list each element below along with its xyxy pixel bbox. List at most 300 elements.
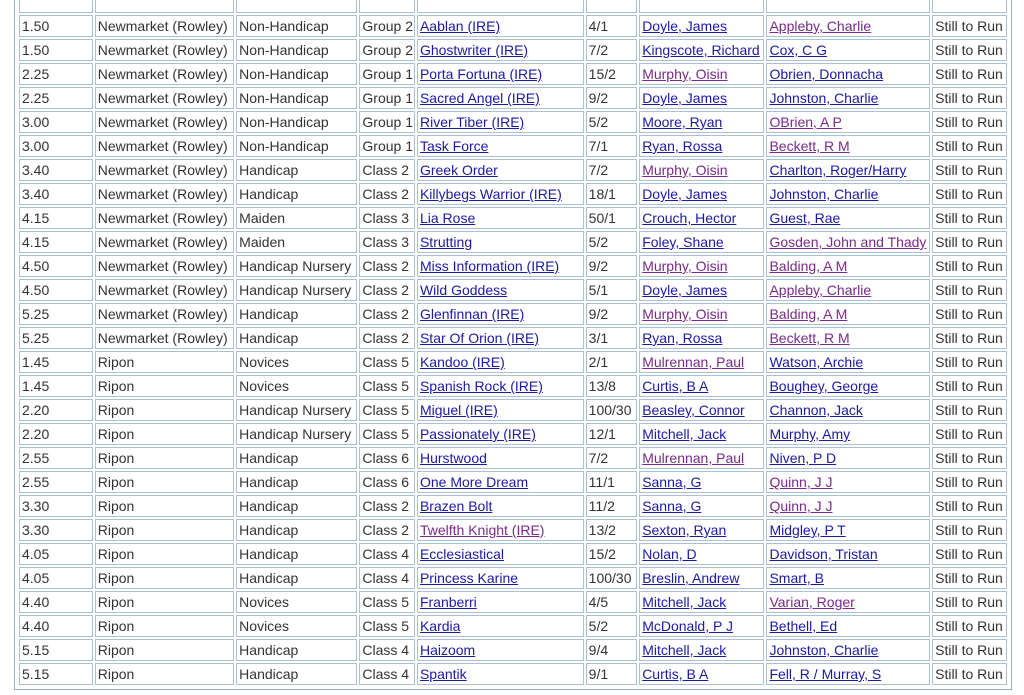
horse-cell	[417, 663, 584, 685]
course-cell: Ripon	[95, 423, 234, 445]
status-cell: Still to Run	[932, 303, 1007, 325]
race-time-cell: 1.45	[19, 375, 93, 397]
odds-cell: 7/2	[586, 159, 638, 181]
jockey-link[interactable]: Doyle, James	[642, 186, 727, 202]
odds-cell: 4/5	[586, 591, 638, 613]
jockey-cell	[639, 39, 764, 61]
table-row	[19, 615, 1007, 637]
horse-cell	[417, 615, 584, 637]
race-type-cell: Handicap	[236, 519, 357, 541]
status-cell: Still to Run	[932, 159, 1007, 181]
table-row	[19, 543, 1007, 565]
odds-cell: 15/2	[586, 63, 638, 85]
table-row	[19, 447, 1007, 469]
horse-cell	[417, 39, 584, 61]
jockey-cell	[639, 255, 764, 277]
horse-link[interactable]: Spantik	[419, 666, 467, 682]
race-time-cell: 5.15	[19, 639, 93, 661]
odds-cell: 5/2	[586, 111, 638, 133]
horse-link[interactable]: Star Of Orion (IRE)	[419, 330, 539, 346]
trainer-link[interactable]: Quinn, J J	[769, 498, 833, 514]
status-cell	[932, 0, 1007, 13]
course-cell: Ripon	[95, 351, 234, 373]
race-time-cell: 4.15	[19, 231, 93, 253]
race-results-body	[19, 0, 1007, 685]
status-cell: Still to Run	[932, 663, 1007, 685]
race-results-table	[17, 0, 1009, 687]
odds-cell: 7/2	[586, 447, 638, 469]
jockey-cell	[639, 495, 764, 517]
trainer-link[interactable]: Cox, C G	[769, 42, 828, 58]
jockey-cell	[639, 159, 764, 181]
trainer-cell	[766, 111, 930, 133]
horse-link[interactable]: Wild Goddess	[419, 282, 508, 298]
jockey-link[interactable]: Nolan, D	[642, 546, 697, 562]
trainer-cell	[766, 543, 930, 565]
trainer-cell	[766, 351, 930, 373]
trainer-cell	[766, 399, 930, 421]
status-cell: Still to Run	[932, 327, 1007, 349]
race-time-cell: 1.45	[19, 351, 93, 373]
status-cell: Still to Run	[932, 39, 1007, 61]
horse-link[interactable]: One More Dream	[419, 474, 529, 490]
odds-cell: 9/2	[586, 87, 638, 109]
odds-cell: 13/2	[586, 519, 638, 541]
race-type-cell: Handicap	[236, 471, 357, 493]
status-cell: Still to Run	[932, 63, 1007, 85]
race-class-cell	[359, 0, 415, 13]
odds-cell: 18/1	[586, 183, 638, 205]
race-class-cell: Class 6	[359, 471, 415, 493]
race-type-cell: Non-Handicap	[236, 87, 357, 109]
course-cell: Newmarket (Rowley)	[95, 255, 234, 277]
race-time-cell: 1.50	[19, 39, 93, 61]
odds-cell: 7/2	[586, 39, 638, 61]
horse-link[interactable]: Twelfth Knight (IRE)	[419, 522, 545, 538]
race-time-cell: 4.05	[19, 543, 93, 565]
horse-cell	[417, 471, 584, 493]
odds-cell: 12/1	[586, 423, 638, 445]
jockey-link[interactable]: Mitchell, Jack	[642, 426, 727, 442]
odds-cell: 7/1	[586, 135, 638, 157]
jockey-cell	[639, 423, 764, 445]
race-time-cell: 2.25	[19, 63, 93, 85]
race-class-cell: Group 1	[359, 135, 415, 157]
jockey-link[interactable]: Sanna, G	[642, 498, 702, 514]
horse-cell	[417, 255, 584, 277]
trainer-cell	[766, 519, 930, 541]
table-row	[19, 303, 1007, 325]
jockey-link[interactable]: McDonald, P J	[642, 618, 733, 634]
odds-cell: 9/2	[586, 303, 638, 325]
trainer-link[interactable]: Charlton, Roger/Harry	[769, 162, 907, 178]
trainer-cell	[766, 15, 930, 37]
status-cell: Still to Run	[932, 423, 1007, 445]
trainer-link[interactable]: Varian, Roger	[769, 594, 855, 610]
table-row	[19, 471, 1007, 493]
trainer-link[interactable]: Niven, P D	[769, 450, 837, 466]
trainer-link[interactable]: OBrien, A P	[769, 114, 842, 130]
table-row	[19, 255, 1007, 277]
race-type-cell: Handicap	[236, 303, 357, 325]
race-class-cell: Class 2	[359, 303, 415, 325]
trainer-link[interactable]: Balding, A M	[769, 258, 848, 274]
course-cell: Ripon	[95, 639, 234, 661]
race-type-cell: Non-Handicap	[236, 39, 357, 61]
table-row	[19, 327, 1007, 349]
race-type-cell: Handicap	[236, 159, 357, 181]
race-time-cell: 5.25	[19, 303, 93, 325]
horse-link[interactable]: Brazen Bolt	[419, 498, 493, 514]
table-row	[19, 495, 1007, 517]
race-class-cell: Class 2	[359, 183, 415, 205]
horse-link[interactable]: Sacred Angel (IRE)	[419, 90, 540, 106]
odds-cell: 11/2	[586, 495, 638, 517]
jockey-cell	[639, 303, 764, 325]
trainer-link[interactable]: Davidson, Tristan	[769, 546, 878, 562]
horse-link[interactable]: Killybegs Warrior (IRE)	[419, 186, 562, 202]
course-cell: Newmarket (Rowley)	[95, 279, 234, 301]
race-class-cell: Class 2	[359, 495, 415, 517]
status-cell: Still to Run	[932, 567, 1007, 589]
course-cell: Ripon	[95, 615, 234, 637]
trainer-link[interactable]: Beckett, R M	[769, 138, 850, 154]
trainer-cell	[766, 567, 930, 589]
table-row	[19, 87, 1007, 109]
jockey-link[interactable]: Curtis, B A	[642, 666, 709, 682]
course-cell: Newmarket (Rowley)	[95, 207, 234, 229]
horse-cell	[417, 567, 584, 589]
horse-link[interactable]: Spanish Rock (IRE)	[419, 378, 543, 394]
trainer-cell	[766, 615, 930, 637]
jockey-link[interactable]: Mitchell, Jack	[642, 642, 727, 658]
jockey-link[interactable]: Murphy, Oisin	[642, 66, 728, 82]
race-class-cell: Group 1	[359, 87, 415, 109]
table-row	[19, 423, 1007, 445]
trainer-cell	[766, 231, 930, 253]
horse-cell	[417, 327, 584, 349]
horse-link[interactable]: Franberri	[419, 594, 477, 610]
jockey-link[interactable]: Sanna, G	[642, 474, 702, 490]
table-row	[19, 15, 1007, 37]
trainer-cell	[766, 279, 930, 301]
trainer-link[interactable]: Fell, R / Murray, S	[769, 666, 882, 682]
race-class-cell: Class 5	[359, 351, 415, 373]
course-cell: Newmarket (Rowley)	[95, 15, 234, 37]
trainer-link[interactable]: Watson, Archie	[769, 354, 864, 370]
trainer-link[interactable]: Gosden, John and Thady	[769, 234, 927, 250]
table-row	[19, 183, 1007, 205]
jockey-cell	[639, 111, 764, 133]
trainer-cell	[766, 639, 930, 661]
status-cell: Still to Run	[932, 399, 1007, 421]
horse-cell	[417, 591, 584, 613]
jockey-cell	[639, 591, 764, 613]
odds-cell: 15/2	[586, 543, 638, 565]
horse-cell	[417, 87, 584, 109]
status-cell: Still to Run	[932, 639, 1007, 661]
jockey-cell	[639, 519, 764, 541]
trainer-link[interactable]: Murphy, Amy	[769, 426, 851, 442]
horse-cell	[417, 543, 584, 565]
trainer-cell	[766, 159, 930, 181]
race-time-cell: 2.20	[19, 423, 93, 445]
trainer-link[interactable]: Johnston, Charlie	[769, 642, 879, 658]
jockey-link[interactable]: Murphy, Oisin	[642, 258, 728, 274]
trainer-cell	[766, 0, 930, 13]
race-class-cell: Class 3	[359, 231, 415, 253]
trainer-link[interactable]: Channon, Jack	[769, 402, 863, 418]
race-class-cell: Class 5	[359, 375, 415, 397]
race-time-cell: 3.40	[19, 159, 93, 181]
jockey-link[interactable]: Ryan, Rossa	[642, 138, 723, 154]
table-row	[19, 63, 1007, 85]
race-class-cell: Class 3	[359, 207, 415, 229]
status-cell: Still to Run	[932, 87, 1007, 109]
race-class-cell: Class 2	[359, 279, 415, 301]
race-time-cell: 4.50	[19, 255, 93, 277]
trainer-link[interactable]: Johnston, Charlie	[769, 90, 879, 106]
trainer-cell	[766, 447, 930, 469]
status-cell: Still to Run	[932, 375, 1007, 397]
odds-cell: 11/1	[586, 471, 638, 493]
horse-link[interactable]: Hurstwood	[419, 450, 487, 466]
horse-link[interactable]: Kardia	[419, 618, 461, 634]
trainer-cell	[766, 375, 930, 397]
status-cell: Still to Run	[932, 519, 1007, 541]
jockey-cell	[639, 447, 764, 469]
trainer-cell	[766, 327, 930, 349]
jockey-link[interactable]: Sexton, Ryan	[642, 522, 727, 538]
table-row	[19, 567, 1007, 589]
race-type-cell: Handicap	[236, 567, 357, 589]
race-class-cell: Class 4	[359, 663, 415, 685]
trainer-cell	[766, 663, 930, 685]
race-class-cell: Group 1	[359, 111, 415, 133]
table-row	[19, 663, 1007, 685]
horse-link[interactable]: Miss Information (IRE)	[419, 258, 560, 274]
course-cell: Newmarket (Rowley)	[95, 159, 234, 181]
odds-cell: 9/2	[586, 255, 638, 277]
race-time-cell: 4.40	[19, 591, 93, 613]
race-time-cell: 3.30	[19, 495, 93, 517]
race-type-cell: Novices	[236, 615, 357, 637]
jockey-link[interactable]: Mulrennan, Paul	[642, 354, 745, 370]
race-class-cell: Group 1	[359, 63, 415, 85]
status-cell: Still to Run	[932, 183, 1007, 205]
trainer-link[interactable]: Quinn, J J	[769, 474, 833, 490]
status-cell: Still to Run	[932, 231, 1007, 253]
race-type-cell: Handicap	[236, 495, 357, 517]
jockey-link[interactable]: Mitchell, Jack	[642, 594, 727, 610]
status-cell: Still to Run	[932, 279, 1007, 301]
horse-link[interactable]: Glenfinnan (IRE)	[419, 306, 525, 322]
horse-link[interactable]: Kandoo (IRE)	[419, 354, 505, 370]
race-type-cell: Maiden	[236, 231, 357, 253]
race-type-cell: Novices	[236, 591, 357, 613]
jockey-link[interactable]: Doyle, James	[642, 18, 727, 34]
jockey-cell	[639, 543, 764, 565]
trainer-link[interactable]: Johnston, Charlie	[769, 186, 879, 202]
table-row	[19, 231, 1007, 253]
table-row	[19, 159, 1007, 181]
trainer-link[interactable]: Obrien, Donnacha	[769, 66, 884, 82]
race-time-cell: 3.30	[19, 519, 93, 541]
table-row	[19, 207, 1007, 229]
status-cell: Still to Run	[932, 471, 1007, 493]
race-type-cell: Novices	[236, 351, 357, 373]
race-type-cell	[236, 0, 357, 13]
race-type-cell: Handicap	[236, 663, 357, 685]
jockey-cell	[639, 0, 764, 13]
race-time-cell: 5.25	[19, 327, 93, 349]
jockey-link[interactable]: Doyle, James	[642, 282, 727, 298]
trainer-cell	[766, 135, 930, 157]
trainer-link[interactable]: Appleby, Charlie	[769, 282, 872, 298]
table-row	[19, 111, 1007, 133]
jockey-link[interactable]: Moore, Ryan	[642, 114, 723, 130]
horse-cell	[417, 375, 584, 397]
jockey-cell	[639, 63, 764, 85]
status-cell: Still to Run	[932, 15, 1007, 37]
race-class-cell: Class 6	[359, 447, 415, 469]
odds-cell: 5/2	[586, 231, 638, 253]
trainer-cell	[766, 87, 930, 109]
horse-cell	[417, 111, 584, 133]
trainer-link[interactable]: Beckett, R M	[769, 330, 850, 346]
jockey-link[interactable]: Mulrennan, Paul	[642, 450, 745, 466]
horse-link[interactable]: Ecclesiastical	[419, 546, 504, 562]
race-time-cell: 4.15	[19, 207, 93, 229]
course-cell: Newmarket (Rowley)	[95, 183, 234, 205]
trainer-link[interactable]: Boughey, George	[769, 378, 879, 394]
horse-link[interactable]: Aablan (IRE)	[419, 18, 501, 34]
race-type-cell: Handicap	[236, 327, 357, 349]
jockey-cell	[639, 615, 764, 637]
odds-cell	[586, 0, 638, 13]
race-time-cell: 4.50	[19, 279, 93, 301]
horse-link[interactable]: Greek Order	[419, 162, 498, 178]
jockey-link[interactable]: Foley, Shane	[642, 234, 724, 250]
race-type-cell: Handicap	[236, 447, 357, 469]
race-class-cell: Class 4	[359, 639, 415, 661]
course-cell: Ripon	[95, 519, 234, 541]
jockey-cell	[639, 279, 764, 301]
jockey-link[interactable]: Curtis, B A	[642, 378, 709, 394]
jockey-link[interactable]: Murphy, Oisin	[642, 306, 728, 322]
status-cell: Still to Run	[932, 495, 1007, 517]
status-cell: Still to Run	[932, 255, 1007, 277]
trainer-cell	[766, 303, 930, 325]
race-time-cell: 1.50	[19, 15, 93, 37]
race-type-cell: Non-Handicap	[236, 15, 357, 37]
race-time-cell	[19, 0, 93, 13]
race-time-cell: 2.55	[19, 447, 93, 469]
race-time-cell: 2.25	[19, 87, 93, 109]
race-class-cell: Class 2	[359, 255, 415, 277]
course-cell: Ripon	[95, 663, 234, 685]
jockey-link[interactable]: Ryan, Rossa	[642, 330, 723, 346]
horse-link[interactable]: Passionately (IRE)	[419, 426, 536, 442]
trainer-cell	[766, 207, 930, 229]
odds-cell: 5/1	[586, 279, 638, 301]
race-time-cell: 4.05	[19, 567, 93, 589]
trainer-link[interactable]: Smart, B	[769, 570, 824, 586]
horse-link[interactable]: Porta Fortuna (IRE)	[419, 66, 543, 82]
jockey-link[interactable]: Beasley, Connor	[642, 402, 745, 418]
jockey-cell	[639, 327, 764, 349]
course-cell: Ripon	[95, 471, 234, 493]
status-cell: Still to Run	[932, 135, 1007, 157]
course-cell: Newmarket (Rowley)	[95, 39, 234, 61]
jockey-cell	[639, 639, 764, 661]
race-class-cell: Group 2	[359, 39, 415, 61]
jockey-link[interactable]: Murphy, Oisin	[642, 162, 728, 178]
race-results-table-container	[14, 0, 1012, 690]
jockey-link[interactable]: Kingscote, Richard	[642, 42, 760, 58]
horse-cell	[417, 423, 584, 445]
jockey-cell	[639, 351, 764, 373]
trainer-cell	[766, 423, 930, 445]
horse-link[interactable]: Haizoom	[419, 642, 476, 658]
trainer-link[interactable]: Midgley, P T	[769, 522, 846, 538]
horse-link[interactable]: River Tiber (IRE)	[419, 114, 525, 130]
horse-link[interactable]: Princess Karine	[419, 570, 519, 586]
course-cell: Newmarket (Rowley)	[95, 87, 234, 109]
odds-cell: 100/30	[586, 567, 638, 589]
horse-cell	[417, 351, 584, 373]
odds-cell: 13/8	[586, 375, 638, 397]
jockey-link[interactable]: Crouch, Hector	[642, 210, 737, 226]
horse-cell	[417, 63, 584, 85]
race-class-cell: Class 5	[359, 615, 415, 637]
trainer-cell	[766, 495, 930, 517]
horse-link[interactable]: Task Force	[419, 138, 489, 154]
course-cell: Newmarket (Rowley)	[95, 135, 234, 157]
jockey-link[interactable]: Doyle, James	[642, 90, 727, 106]
race-class-cell: Class 5	[359, 399, 415, 421]
trainer-link[interactable]: Balding, A M	[769, 306, 848, 322]
course-cell	[95, 0, 234, 13]
course-cell: Ripon	[95, 375, 234, 397]
trainer-link[interactable]: Guest, Rae	[769, 210, 841, 226]
race-type-cell: Handicap Nursery	[236, 423, 357, 445]
trainer-cell	[766, 39, 930, 61]
course-cell: Newmarket (Rowley)	[95, 327, 234, 349]
course-cell: Ripon	[95, 591, 234, 613]
horse-link[interactable]: Strutting	[419, 234, 473, 250]
horse-cell	[417, 183, 584, 205]
jockey-cell	[639, 399, 764, 421]
jockey-cell	[639, 135, 764, 157]
horse-link[interactable]: Ghostwriter (IRE)	[419, 42, 529, 58]
race-class-cell: Class 2	[359, 519, 415, 541]
horse-link[interactable]: Miguel (IRE)	[419, 402, 498, 418]
horse-cell	[417, 495, 584, 517]
horse-link[interactable]: Lia Rose	[419, 210, 476, 226]
race-time-cell: 2.20	[19, 399, 93, 421]
horse-cell	[417, 15, 584, 37]
trainer-link[interactable]: Appleby, Charlie	[769, 18, 872, 34]
jockey-link[interactable]: Breslin, Andrew	[642, 570, 740, 586]
trainer-link[interactable]: Bethell, Ed	[769, 618, 838, 634]
race-type-cell: Handicap	[236, 183, 357, 205]
horse-cell	[417, 519, 584, 541]
race-class-cell: Class 4	[359, 543, 415, 565]
status-cell: Still to Run	[932, 351, 1007, 373]
horse-cell	[417, 231, 584, 253]
course-cell: Ripon	[95, 567, 234, 589]
